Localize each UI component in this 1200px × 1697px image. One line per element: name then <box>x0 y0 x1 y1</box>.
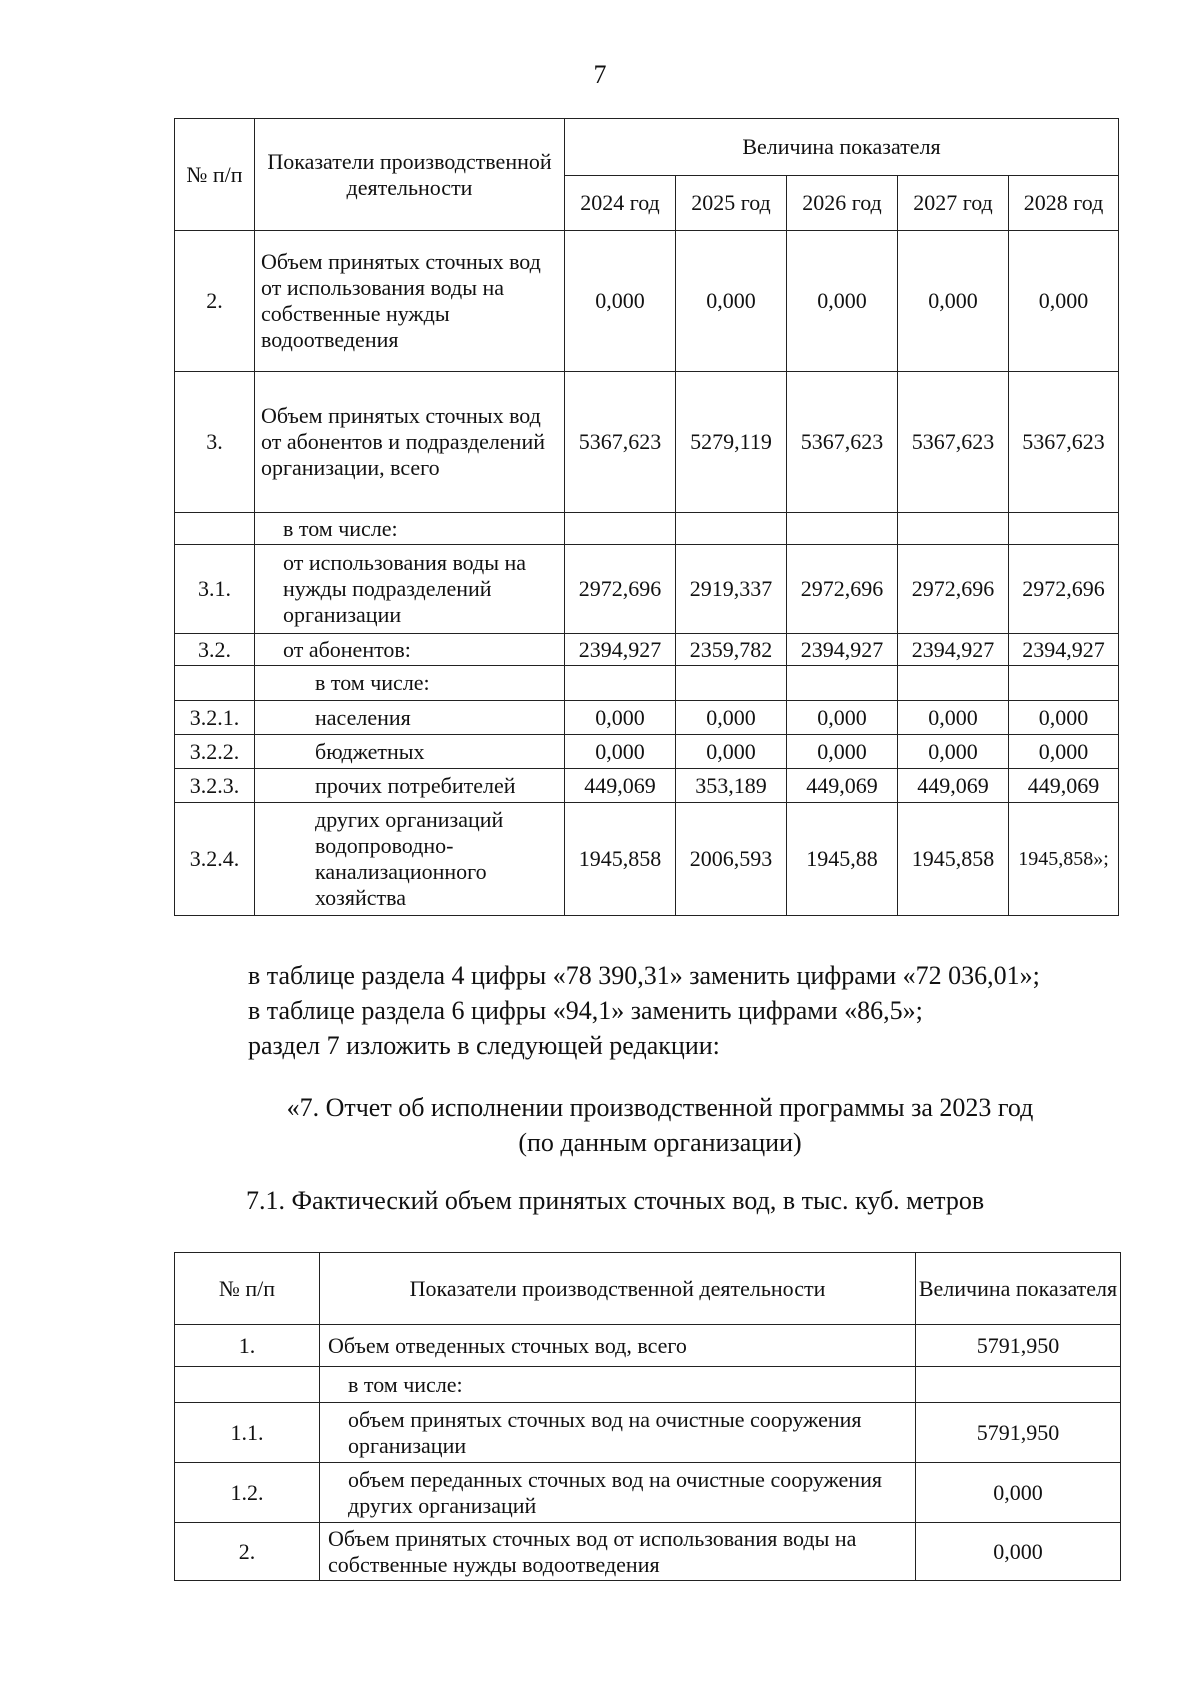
header-year: 2025 год <box>676 176 787 231</box>
row-value <box>898 666 1009 701</box>
table-row <box>175 1325 1121 1367</box>
table-row <box>175 231 1119 372</box>
header-value: Величина показателя <box>916 1253 1121 1325</box>
row-label: объем принятых сточных вод на очистные сооружения организации <box>320 1403 916 1463</box>
paragraph: в таблице раздела 4 цифры «78 390,31» заменить цифрами «72 036,01»; <box>248 961 1040 990</box>
row-value <box>1009 513 1119 545</box>
row-value: 1945,858»; <box>1009 803 1119 916</box>
row-value: 449,069 <box>565 769 676 803</box>
row-value: 0,000 <box>787 231 898 372</box>
row-num: 3.2.1. <box>175 701 255 735</box>
table-row <box>175 701 1119 735</box>
table-row <box>175 769 1119 803</box>
row-value: 0,000 <box>1009 701 1119 735</box>
row-value: 2972,696 <box>1009 545 1119 634</box>
header-num: № п/п <box>175 119 255 231</box>
table-row <box>175 666 1119 701</box>
row-value: 1945,858 <box>565 803 676 916</box>
row-num <box>175 513 255 545</box>
row-value: 5367,623 <box>787 372 898 513</box>
row-label: в том числе: <box>255 513 565 545</box>
row-value: 0,000 <box>565 735 676 769</box>
row-label: объем переданных сточных вод на очистные сооружения других организаций <box>320 1463 916 1523</box>
row-value: 0,000 <box>565 701 676 735</box>
row-num: 3.1. <box>175 545 255 634</box>
table-row <box>175 735 1119 769</box>
row-num: 3.2.3. <box>175 769 255 803</box>
paragraph: в таблице раздела 6 цифры «94,1» заменить цифрами «86,5»; <box>248 996 923 1025</box>
row-value: 2972,696 <box>898 545 1009 634</box>
row-value: 5279,119 <box>676 372 787 513</box>
row-label: Объем принятых сточных вод от использования воды на собственные нужды водоотведения <box>255 231 565 372</box>
header-indicator: Показатели производственной деятельности <box>255 119 565 231</box>
row-label: бюджетных <box>255 735 565 769</box>
row-value: 1945,858 <box>898 803 1009 916</box>
row-value: 0,000 <box>1009 231 1119 372</box>
row-num <box>175 1367 320 1403</box>
row-value: 5791,950 <box>916 1403 1121 1463</box>
row-label: от использования воды на нужды подразделений организации <box>255 545 565 634</box>
row-label: в том числе: <box>320 1367 916 1403</box>
row-value: 1945,88 <box>787 803 898 916</box>
row-value: 2394,927 <box>565 634 676 666</box>
table-row <box>175 1463 1121 1523</box>
row-num: 1.2. <box>175 1463 320 1523</box>
production-indicators-table <box>174 118 1119 916</box>
row-value: 353,189 <box>676 769 787 803</box>
row-value: 2919,337 <box>676 545 787 634</box>
row-label: других организаций водопроводно-канализационного хозяйства <box>255 803 565 916</box>
section-title-line: «7. Отчет об исполнении производственной программы за 2023 год <box>286 1093 1034 1122</box>
header-value-group: Величина показателя <box>565 119 1119 176</box>
section-7-title <box>240 1090 1080 1160</box>
section-title-line: (по данным организации) <box>518 1128 802 1157</box>
row-value <box>787 513 898 545</box>
row-value: 2006,593 <box>676 803 787 916</box>
row-num: 3. <box>175 372 255 513</box>
row-value: 5367,623 <box>898 372 1009 513</box>
row-value: 5791,950 <box>916 1325 1121 1367</box>
row-label: Объем принятых сточных вод от использования воды на собственные нужды водоотведения <box>320 1523 916 1581</box>
row-value: 2394,927 <box>1009 634 1119 666</box>
row-value <box>916 1367 1121 1403</box>
row-value <box>787 666 898 701</box>
row-num: 1.1. <box>175 1403 320 1463</box>
row-label: Объем принятых сточных вод от абонентов и подразделений организации, всего <box>255 372 565 513</box>
row-value: 0,000 <box>676 701 787 735</box>
table-row <box>175 1403 1121 1463</box>
header-num: № п/п <box>175 1253 320 1325</box>
row-value: 0,000 <box>898 231 1009 372</box>
row-label: населения <box>255 701 565 735</box>
row-value <box>1009 666 1119 701</box>
table-row <box>175 545 1119 634</box>
table-row <box>175 803 1119 916</box>
actual-wastewater-table <box>174 1252 1121 1581</box>
row-value <box>565 513 676 545</box>
row-num <box>175 666 255 701</box>
row-value: 5367,623 <box>565 372 676 513</box>
header-year: 2024 год <box>565 176 676 231</box>
row-num: 1. <box>175 1325 320 1367</box>
row-value: 0,000 <box>565 231 676 372</box>
table-row <box>175 634 1119 666</box>
table-row <box>175 1523 1121 1581</box>
row-value: 0,000 <box>676 735 787 769</box>
row-num: 2. <box>175 1523 320 1581</box>
header-year: 2027 год <box>898 176 1009 231</box>
row-label: прочих потребителей <box>255 769 565 803</box>
row-value <box>898 513 1009 545</box>
row-value: 449,069 <box>787 769 898 803</box>
row-value: 449,069 <box>898 769 1009 803</box>
row-value: 2394,927 <box>787 634 898 666</box>
table-row <box>175 1367 1121 1403</box>
row-value: 2394,927 <box>898 634 1009 666</box>
header-year: 2026 год <box>787 176 898 231</box>
row-num: 3.2.4. <box>175 803 255 916</box>
row-value: 0,000 <box>787 701 898 735</box>
row-value: 2972,696 <box>787 545 898 634</box>
row-num: 3.2.2. <box>175 735 255 769</box>
amendment-paragraphs <box>248 958 1040 1063</box>
row-num: 2. <box>175 231 255 372</box>
section-7-1-subtitle: 7.1. Фактический объем принятых сточных вод, в тыс. куб. метров <box>246 1186 985 1215</box>
row-value: 0,000 <box>787 735 898 769</box>
row-value: 0,000 <box>898 735 1009 769</box>
page-number: 7 <box>593 60 607 89</box>
header-indicator: Показатели производственной деятельности <box>320 1253 916 1325</box>
header-year: 2028 год <box>1009 176 1119 231</box>
table-row <box>175 513 1119 545</box>
row-value: 0,000 <box>676 231 787 372</box>
row-label: от абонентов: <box>255 634 565 666</box>
row-value: 0,000 <box>1009 735 1119 769</box>
row-label: в том числе: <box>255 666 565 701</box>
row-value <box>676 513 787 545</box>
row-value <box>676 666 787 701</box>
row-label: Объем отведенных сточных вод, всего <box>320 1325 916 1367</box>
row-value <box>565 666 676 701</box>
row-value: 0,000 <box>898 701 1009 735</box>
row-num: 3.2. <box>175 634 255 666</box>
row-value: 2359,782 <box>676 634 787 666</box>
row-value: 0,000 <box>916 1463 1121 1523</box>
paragraph: раздел 7 изложить в следующей редакции: <box>248 1031 720 1060</box>
table-row <box>175 372 1119 513</box>
row-value: 0,000 <box>916 1523 1121 1581</box>
row-value: 5367,623 <box>1009 372 1119 513</box>
row-value: 449,069 <box>1009 769 1119 803</box>
row-value: 2972,696 <box>565 545 676 634</box>
